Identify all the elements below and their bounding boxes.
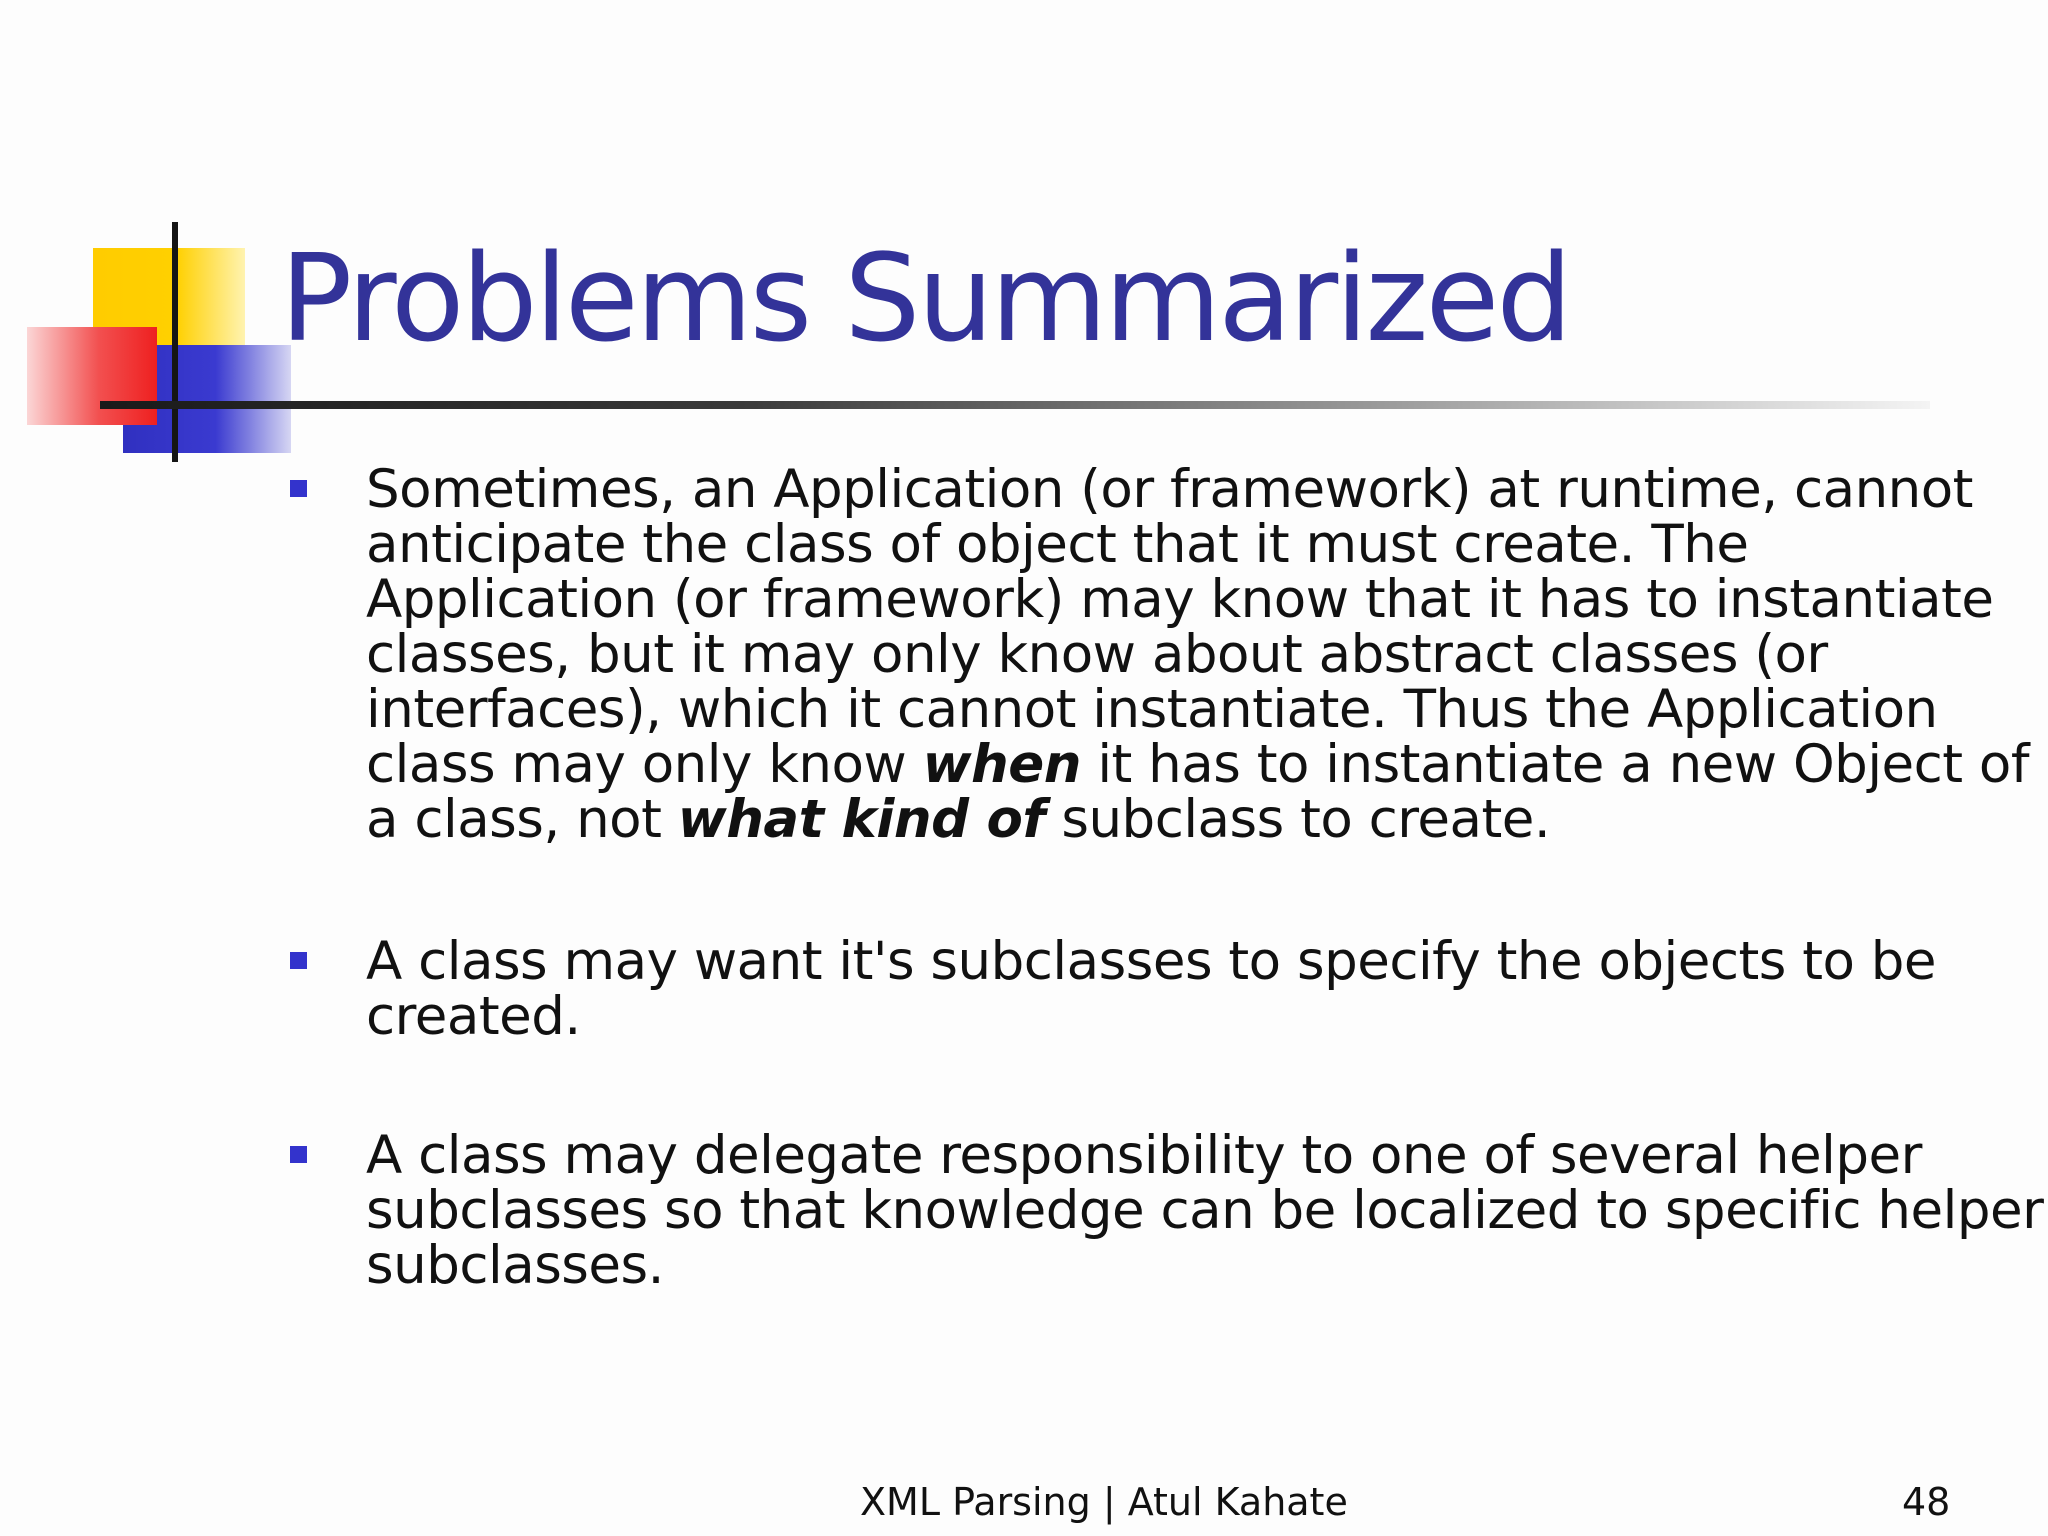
bullet-text: A class may delegate responsibility to one of several helper subclasses so that knowledge can be localized to specific helper subclasses.: [366, 1125, 2044, 1296]
emphasis-what-kind-of: what kind of: [677, 789, 1045, 850]
slide-title: Problems Summarized: [280, 230, 1570, 369]
bullet-text-segment: subclass to create.: [1045, 789, 1551, 850]
bullet-text-segment: it has to instantiate a new Object of a class, not: [366, 734, 2030, 850]
page-number: 48: [1902, 1480, 1951, 1524]
square-bullet-icon: [290, 480, 307, 497]
logo-vertical-line: [172, 222, 178, 462]
title-underline-rule: [100, 401, 1930, 409]
square-bullet-icon: [290, 952, 307, 969]
bullet-text: A class may want it's subclasses to specify the objects to be created.: [366, 931, 1937, 1047]
logo-red-square: [27, 327, 157, 425]
bullet-text-segment: Sometimes, an Application (or framework) at runtime, cannot anticipate the class of object that it must create. The Application (or framework) may know that it has to instantiate classes, but it may only know about abstract classes (or interfaces), which it cannot instantiate. Thus the Application class may only know: [366, 459, 1994, 795]
slide-footer: XML Parsing | Atul Kahate: [860, 1480, 1348, 1524]
square-bullet-icon: [290, 1146, 307, 1163]
bullet-text: [366, 459, 2046, 850]
emphasis-when: when: [922, 734, 1081, 795]
